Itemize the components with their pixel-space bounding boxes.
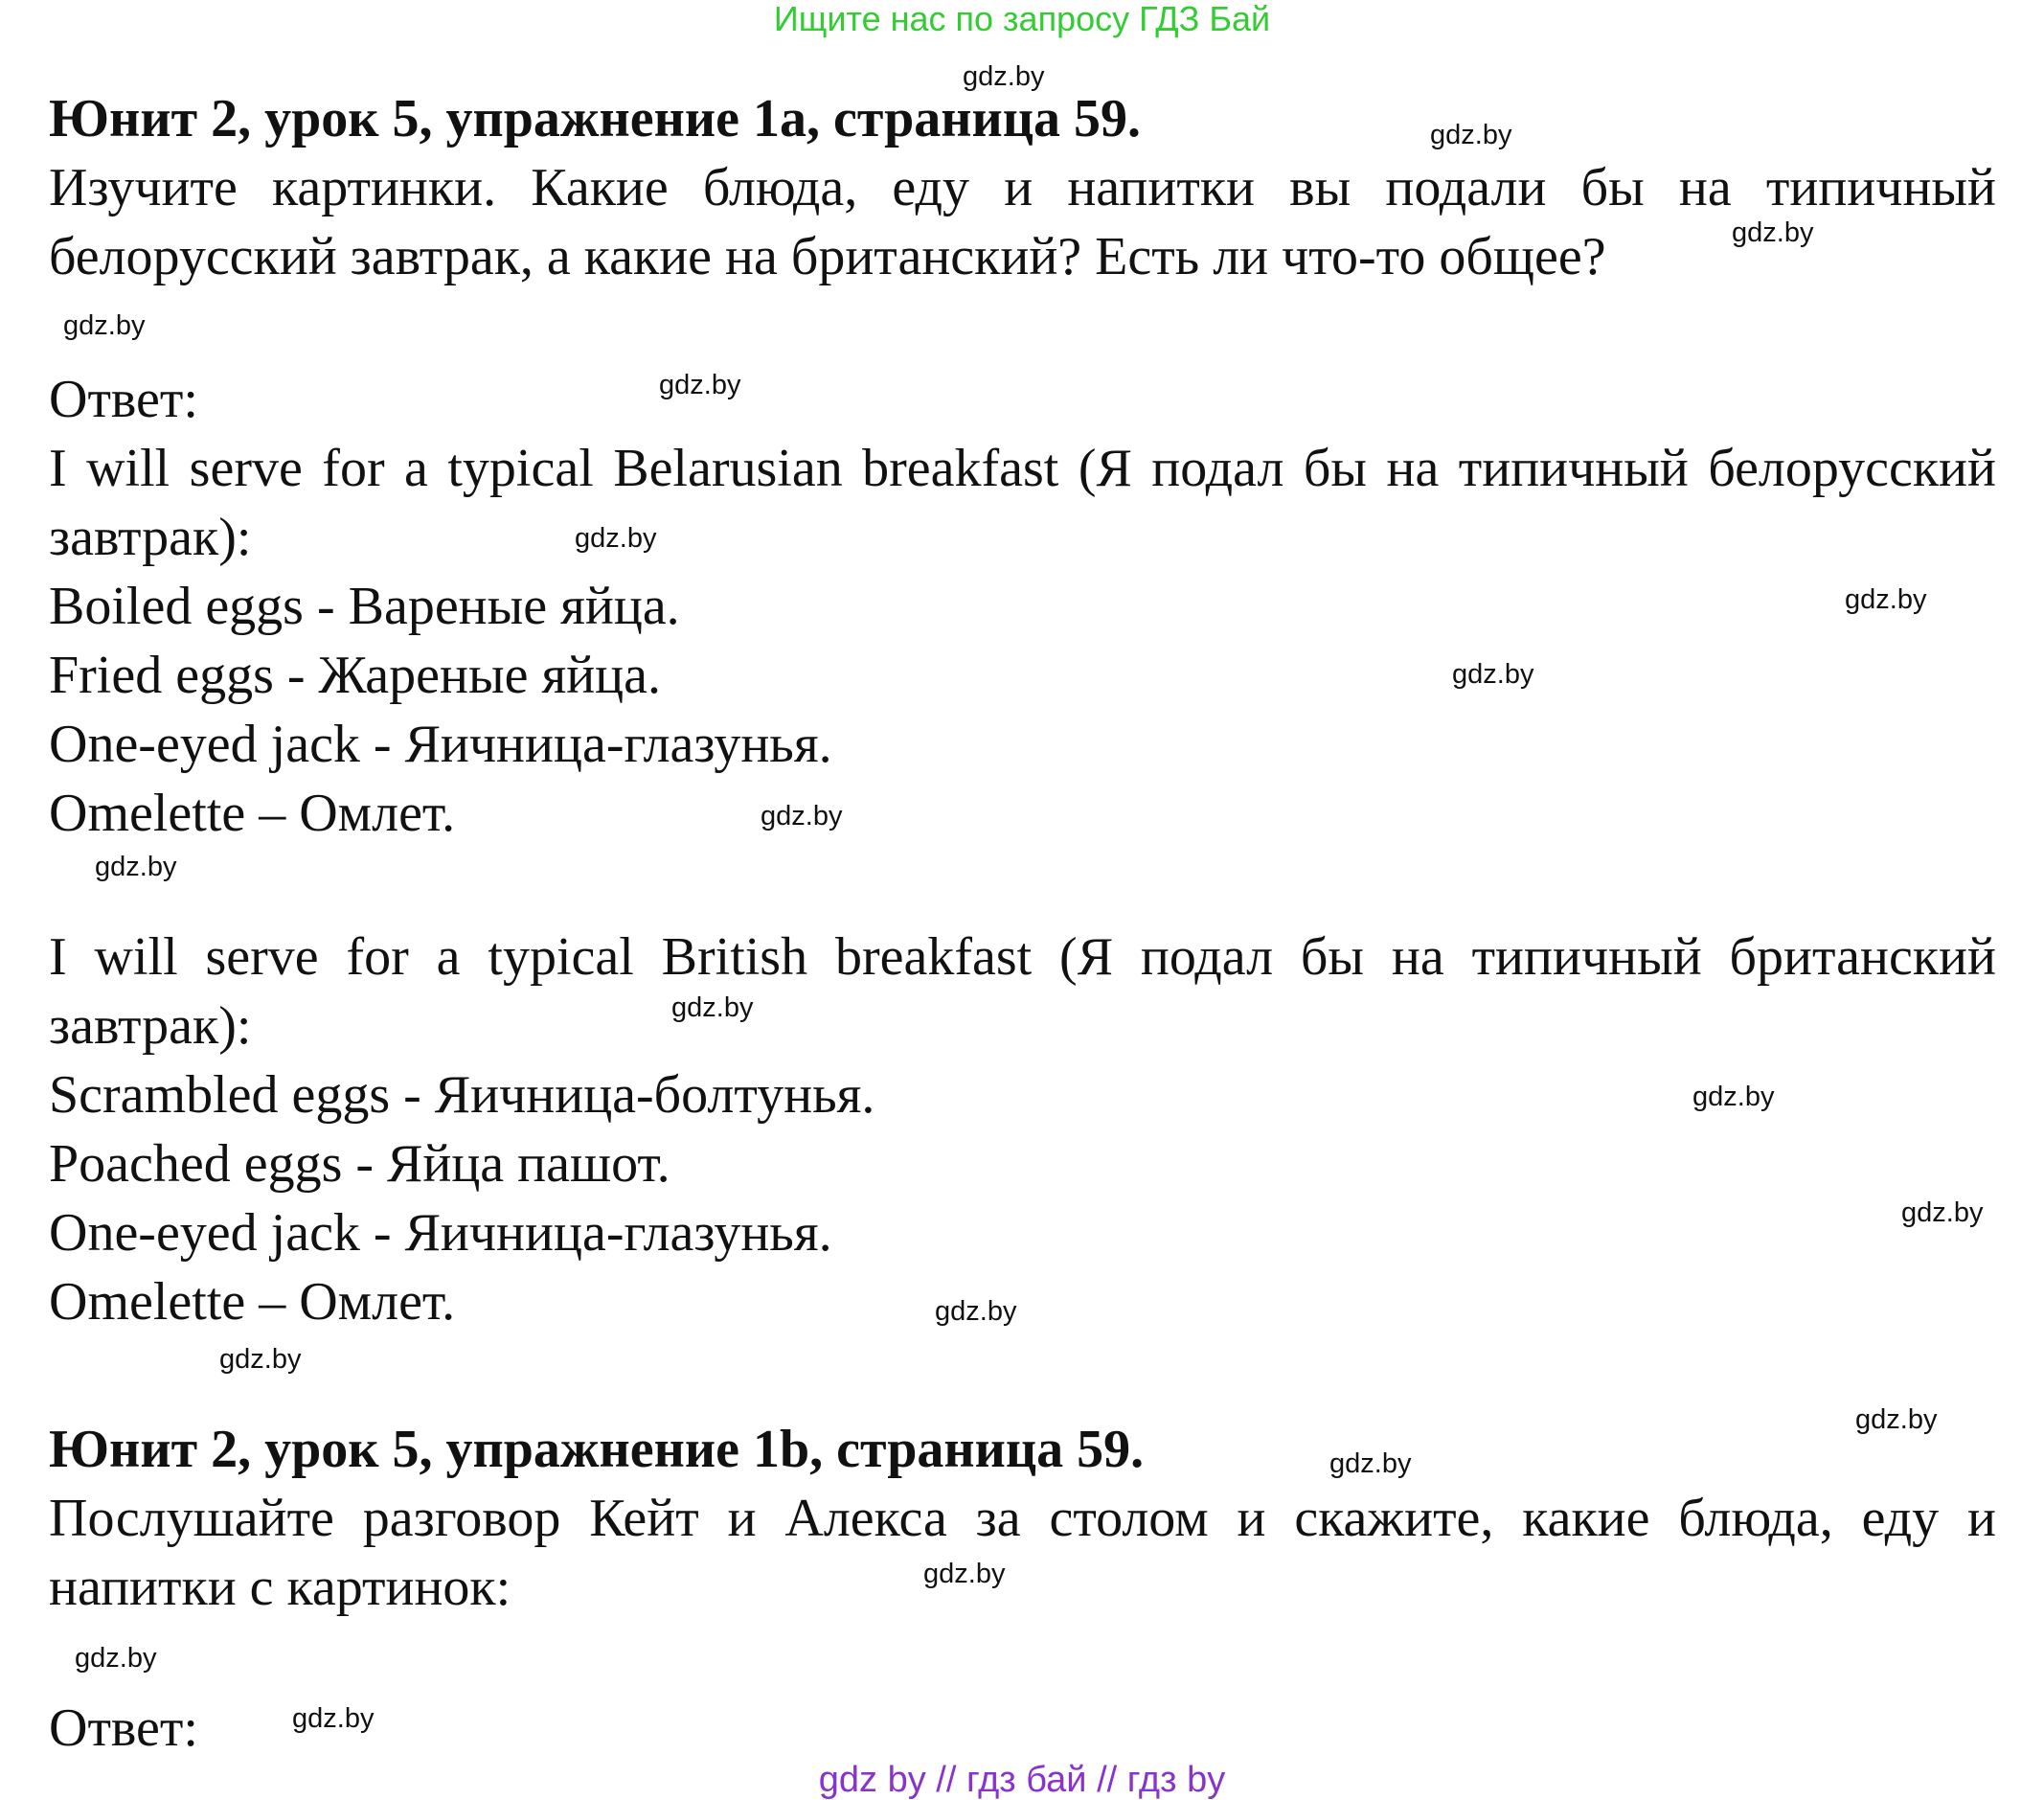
section-heading: Юнит 2, урок 5, упражнение 1a, страница 59. (49, 89, 1142, 148)
watermark: gdz.by (1845, 584, 1927, 615)
watermark: gdz.by (63, 310, 146, 341)
task-text-line: Послушайте разговор Кейт и Алекса за столом и скажите, какие блюда, еду и (49, 1489, 1996, 1548)
watermark: gdz.by (1855, 1404, 1938, 1435)
watermark: gdz.by (1329, 1448, 1412, 1479)
header-banner: Ищите нас по запросу ГДЗ Бай (773, 0, 1271, 38)
belarusian-intro-line: I will serve for a typical Belarusian breakfast (Я подал бы на типичный белорусский (49, 439, 1996, 498)
british-item: Omelette – Омлет. (49, 1272, 456, 1332)
watermark: gdz.by (292, 1703, 375, 1734)
footer-banner: gdz by // гдз бай // гдз by (818, 1760, 1226, 1800)
watermark: gdz.by (1452, 659, 1534, 690)
watermark: gdz.by (923, 1559, 1006, 1589)
section-1b-heading-block (49, 1415, 1996, 1484)
task-text-line: белорусский завтрак, а какие на британский? Есть ли что-то общее? (49, 227, 1606, 286)
watermark: gdz.by (761, 801, 843, 832)
belarusian-item: Fried eggs - Жареные яйца. (49, 646, 661, 705)
british-item: One-eyed jack - Яичница-глазунья. (49, 1203, 832, 1263)
belarusian-item: One-eyed jack - Яичница-глазунья. (49, 715, 832, 774)
belarusian-intro-line: завтрак): (49, 508, 252, 567)
watermark: gdz.by (575, 523, 657, 554)
section-heading: Юнит 2, урок 5, упражнение 1b, страница 59. (49, 1420, 1145, 1479)
answer-block-1a (49, 365, 1996, 848)
belarusian-item: Boiled eggs - Вареные яйца. (49, 577, 680, 636)
watermark: gdz.by (671, 992, 754, 1023)
section-1a-task (49, 153, 1996, 291)
answer-label: Ответ: (49, 370, 198, 429)
british-block (49, 923, 1996, 1336)
watermark: gdz.by (935, 1296, 1017, 1327)
british-item: Poached eggs - Яйца пашот. (49, 1134, 670, 1194)
watermark: gdz.by (1430, 120, 1512, 150)
watermark: gdz.by (1732, 217, 1814, 248)
british-intro-line: I will serve for a typical British breakfast (Я подал бы на типичный британский (49, 927, 1996, 987)
task-text-line: напитки с картинок: (49, 1558, 511, 1617)
watermark: gdz.by (659, 370, 741, 400)
british-item: Scrambled eggs - Яичница-болтунья. (49, 1065, 875, 1125)
watermark: gdz.by (1901, 1197, 1984, 1228)
watermark: gdz.by (963, 61, 1045, 92)
watermark: gdz.by (95, 852, 177, 882)
answer-label: Ответ: (49, 1698, 198, 1758)
section-1b-task (49, 1484, 1996, 1622)
belarusian-item: Omelette – Омлет. (49, 784, 456, 843)
watermark: gdz.by (75, 1643, 157, 1674)
task-text-line: Изучите картинки. Какие блюда, еду и напитки вы подали бы на типичный (49, 158, 1996, 217)
watermark: gdz.by (219, 1344, 302, 1375)
british-intro-line: завтрак): (49, 996, 252, 1056)
watermark: gdz.by (1692, 1082, 1775, 1112)
section-1a-heading-block (49, 84, 1996, 153)
